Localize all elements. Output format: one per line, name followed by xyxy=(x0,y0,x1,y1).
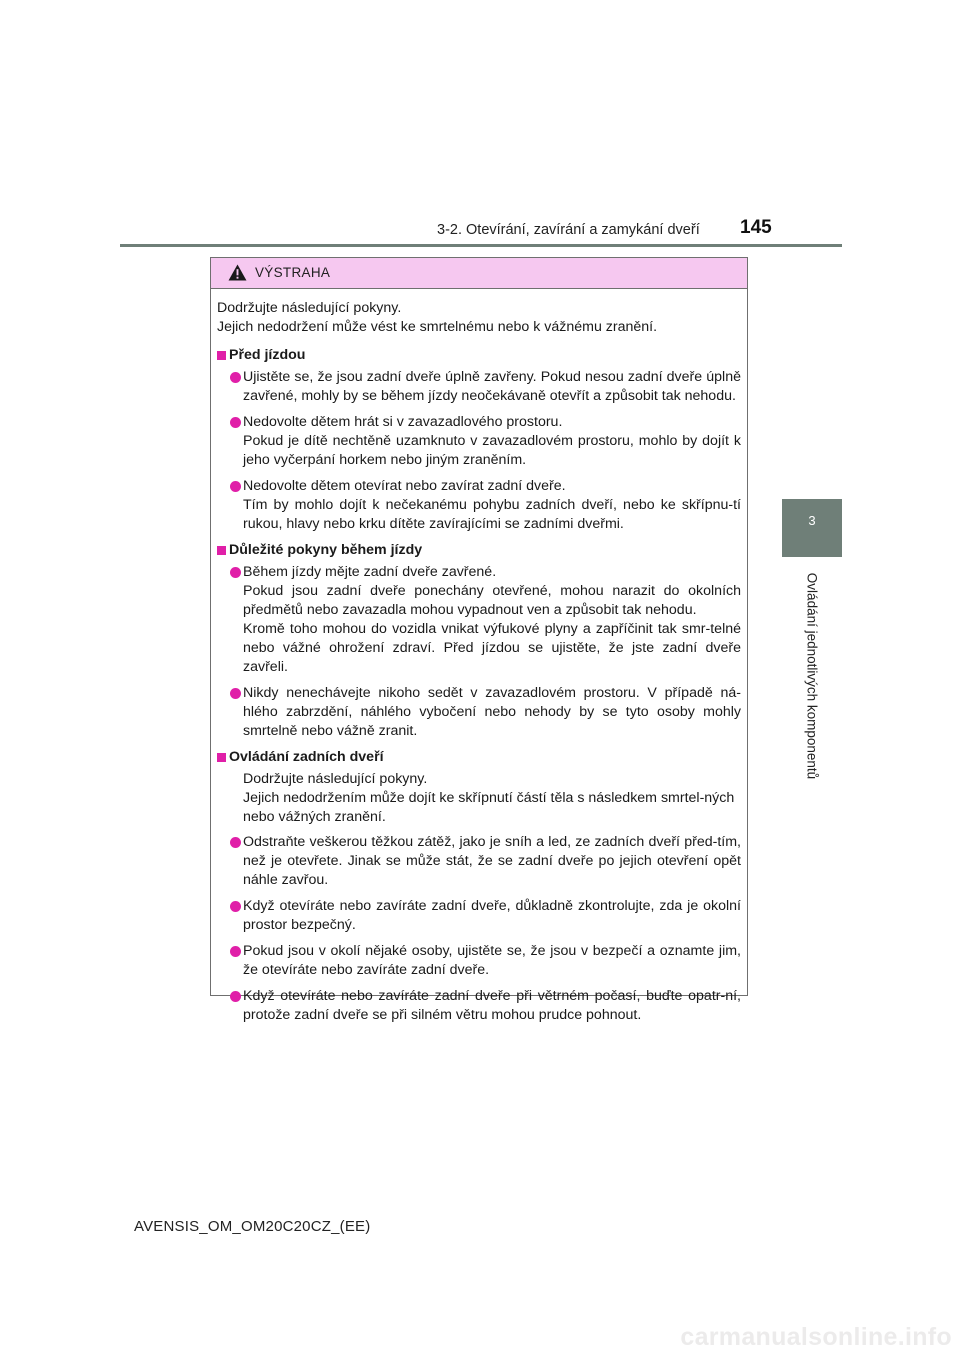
section-heading-label: Ovládání zadních dveří xyxy=(229,749,384,765)
circle-bullet-icon xyxy=(230,946,241,957)
circle-bullet-icon xyxy=(230,837,241,848)
section-title: 3-2. Otevírání, zavírání a zamykání dveří xyxy=(437,222,700,238)
warning-body xyxy=(211,289,747,1025)
section-heading xyxy=(217,346,741,365)
warning-triangle-icon xyxy=(228,264,247,281)
circle-bullet-icon xyxy=(230,481,241,492)
chapter-caption: Ovládání jednotlivých komponentů xyxy=(804,572,820,780)
chapter-tab xyxy=(782,499,842,557)
bullet-text: Nedovolte dětem otevírat nebo zavírat zadní dveře. Tím by mohlo dojít k nečekanému pohybu zadních dveří, nebo ke skřípnu-tí rukou, hlavy nebo krku dítěte zavírajícími se zadními dveřmi. xyxy=(243,478,741,532)
circle-bullet-icon xyxy=(230,901,241,912)
footer-code: AVENSIS_OM_OM20C20CZ_(EE) xyxy=(134,1218,371,1235)
square-icon xyxy=(217,351,226,360)
bullet-text: Pokud jsou v okolí nějaké osoby, ujistěte se, že jsou v bezpečí a oznamte jim, že otevíráte nebo zavíráte zadní dveře. xyxy=(243,943,741,978)
warning-header xyxy=(211,258,747,289)
circle-bullet-icon xyxy=(230,688,241,699)
circle-bullet-icon xyxy=(230,417,241,428)
bullet-item xyxy=(217,413,741,470)
bullet-item xyxy=(217,477,741,534)
circle-bullet-icon xyxy=(230,991,241,1002)
warning-box xyxy=(210,257,748,1023)
bullet-item xyxy=(217,897,741,935)
square-icon xyxy=(217,753,226,762)
section-text-line: Jejich nedodržením může dojít ke skřípnutí částí těla s následkem smrtel-ných nebo vážných zranění. xyxy=(243,790,735,825)
bullet-item xyxy=(217,833,741,890)
bullet-item xyxy=(217,368,741,406)
bullet-item xyxy=(217,684,741,741)
square-icon xyxy=(217,546,226,555)
bullet-text: Když otevíráte nebo zavíráte zadní dveře, důkladně zkontrolujte, zda je okolní prostor bezpečný. xyxy=(243,898,741,933)
bullet-text: Nikdy nenechávejte nikoho sedět v zavazadlovém prostoru. V případě ná-hlého zabrzdění, náhlého vybočení nebo nehody by se tyto osoby mohly smrtelně nebo vážně zranit. xyxy=(243,685,741,739)
section-heading xyxy=(217,748,741,767)
header-rule xyxy=(120,244,842,247)
warning-intro xyxy=(217,299,741,337)
bullet-text: Odstraňte veškerou těžkou zátěž, jako je sníh a led, ze zadních dveří před-tím, než je otevřete. Jinak se může stát, že se zadní dveře po jejich otevření opět náhle zavřou. xyxy=(243,834,741,888)
watermark: carmanualsonline.info xyxy=(680,1323,952,1351)
bullet-text: Ujistěte se, že jsou zadní dveře úplně zavřeny. Pokud nesou zadní dveře úplně zavřené, mohly by se během jízdy neočekávaně otevřít a způsobit tak nehodu. xyxy=(243,369,741,404)
section-heading-label: Důležité pokyny během jízdy xyxy=(229,542,423,558)
section-text-line: Dodržujte následující pokyny. xyxy=(243,771,428,787)
bullet-item xyxy=(217,942,741,980)
circle-bullet-icon xyxy=(230,567,241,578)
bullet-text: Během jízdy mějte zadní dveře zavřené. Pokud jsou zadní dveře ponechány otevřené, mohou narazit do okolních předmětů nebo zavazadla mohou vypadnout ven a způsobit tak nehodu. Kromě toho mohou do vozidla vnikat výfukové plyny a zapříčinit tak smr-telné nebo vážné ohrožení zdraví. Před jízdou se ujistěte, že jste zadní dveře zavřeli. xyxy=(243,564,741,675)
page-number: 145 xyxy=(740,217,772,238)
chapter-number: 3 xyxy=(808,513,816,528)
bullet-text: Když otevíráte nebo zavíráte zadní dveře při větrném počasí, buďte opatr-ní, protože zadní dveře se při silném větru mohou prudce pohnout. xyxy=(243,988,741,1023)
circle-bullet-icon xyxy=(230,372,241,383)
section-text xyxy=(243,770,741,827)
bullet-text: Nedovolte dětem hrát si v zavazadlového prostoru. Pokud je dítě nechtěně uzamknuto v zavazadlovém prostoru, mohlo by dojít k jeho vyčerpání horkem nebo jiným zraněním. xyxy=(243,414,741,468)
section-heading xyxy=(217,541,741,560)
bullet-item xyxy=(217,563,741,677)
warning-title: VÝSTRAHA xyxy=(255,265,331,280)
intro-line: Jejich nedodržení může vést ke smrtelnému nebo k vážnému zranění. xyxy=(217,319,658,335)
section-heading-label: Před jízdou xyxy=(229,347,306,363)
intro-line: Dodržujte následující pokyny. xyxy=(217,300,402,316)
bullet-item xyxy=(217,987,741,1025)
